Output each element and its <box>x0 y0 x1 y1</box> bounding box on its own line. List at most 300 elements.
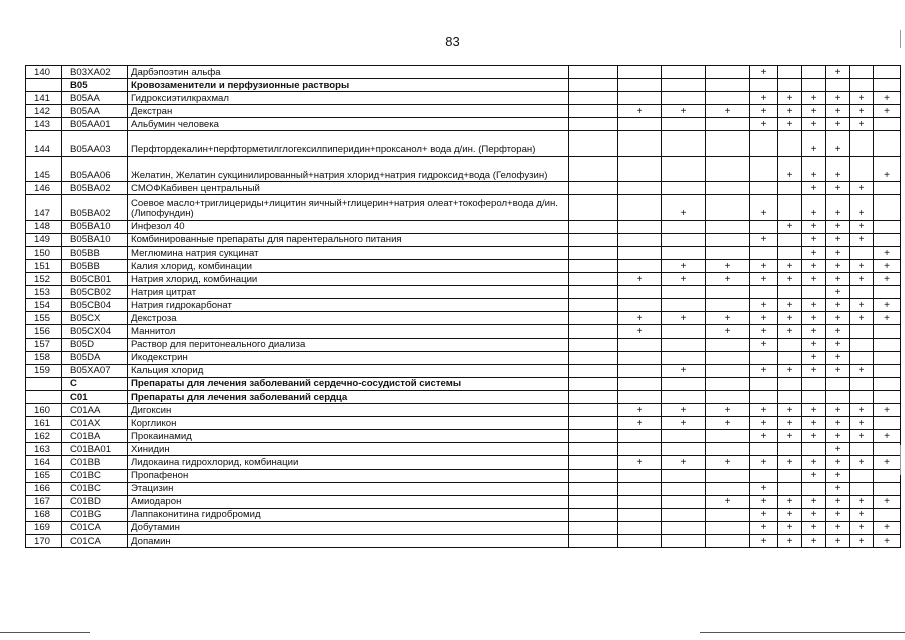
mark-cell-6: + <box>778 456 802 469</box>
mark-cell-4 <box>706 482 750 495</box>
mark-cell-5 <box>750 182 778 195</box>
row-number: 149 <box>26 233 62 246</box>
table-row <box>26 131 901 156</box>
mark-cell-3 <box>662 430 706 443</box>
table-row <box>26 246 901 259</box>
mark-cell-9: + <box>850 105 874 118</box>
drug-name: Гидроксиэтилкрахмал <box>128 92 569 105</box>
mark-cell-7: + <box>802 156 826 181</box>
mark-cell-10 <box>874 417 901 430</box>
drug-name: Препараты для лечения заболеваний сердечно-сосудистой системы <box>128 377 569 390</box>
drug-name: Пропафенон <box>128 469 569 482</box>
atc-code: C01BA <box>62 430 128 443</box>
table-row <box>26 105 901 118</box>
table-row <box>26 495 901 508</box>
mark-cell-9 <box>850 469 874 482</box>
mark-cell-2 <box>618 390 662 403</box>
mark-cell-7: + <box>802 260 826 273</box>
table-row <box>26 195 901 220</box>
row-number: 143 <box>26 118 62 131</box>
mark-cell-1 <box>569 508 618 521</box>
mark-cell-9: + <box>850 92 874 105</box>
table-row <box>26 156 901 181</box>
table-row <box>26 508 901 521</box>
mark-cell-4 <box>706 508 750 521</box>
row-number <box>26 79 62 92</box>
mark-cell-10 <box>874 286 901 299</box>
row-number: 155 <box>26 312 62 325</box>
mark-cell-4 <box>706 246 750 259</box>
mark-cell-7: + <box>802 534 826 547</box>
table-row <box>26 273 901 286</box>
mark-cell-1 <box>569 443 618 456</box>
mark-cell-2 <box>618 79 662 92</box>
mark-cell-8 <box>826 79 850 92</box>
mark-cell-3 <box>662 182 706 195</box>
mark-cell-5 <box>750 79 778 92</box>
mark-cell-2 <box>618 469 662 482</box>
mark-cell-10: + <box>874 404 901 417</box>
mark-cell-8: + <box>826 495 850 508</box>
row-number: 150 <box>26 246 62 259</box>
mark-cell-9: + <box>850 495 874 508</box>
mark-cell-9: + <box>850 260 874 273</box>
mark-cell-8: + <box>826 482 850 495</box>
drug-name: Икодекстрин <box>128 351 569 364</box>
mark-cell-4 <box>706 390 750 403</box>
row-number: 165 <box>26 469 62 482</box>
mark-cell-10 <box>874 233 901 246</box>
mark-cell-10 <box>874 182 901 195</box>
table-row <box>26 299 901 312</box>
drug-name: Допамин <box>128 534 569 547</box>
mark-cell-3 <box>662 79 706 92</box>
mark-cell-9: + <box>850 312 874 325</box>
mark-cell-2 <box>618 521 662 534</box>
drug-name: Лидокаина гидрохлорид, комбинации <box>128 456 569 469</box>
mark-cell-3: + <box>662 364 706 377</box>
row-number: 153 <box>26 286 62 299</box>
mark-cell-8: + <box>826 534 850 547</box>
mark-cell-5: + <box>750 521 778 534</box>
row-number: 146 <box>26 182 62 195</box>
mark-cell-9: + <box>850 534 874 547</box>
mark-cell-8: + <box>826 521 850 534</box>
mark-cell-5: + <box>750 299 778 312</box>
mark-cell-10: + <box>874 105 901 118</box>
row-number: 152 <box>26 273 62 286</box>
mark-cell-8: + <box>826 325 850 338</box>
mark-cell-3: + <box>662 260 706 273</box>
mark-cell-8: + <box>826 195 850 220</box>
mark-cell-2 <box>618 195 662 220</box>
mark-cell-8: + <box>826 312 850 325</box>
mark-cell-5: + <box>750 404 778 417</box>
atc-code: B05CB04 <box>62 299 128 312</box>
mark-cell-7 <box>802 79 826 92</box>
mark-cell-10: + <box>874 312 901 325</box>
mark-cell-9 <box>850 377 874 390</box>
mark-cell-10: + <box>874 534 901 547</box>
atc-code: C01BC <box>62 482 128 495</box>
mark-cell-6 <box>778 66 802 79</box>
mark-cell-2 <box>618 495 662 508</box>
mark-cell-7 <box>802 482 826 495</box>
footer-rule-right <box>700 632 905 633</box>
mark-cell-1 <box>569 79 618 92</box>
table-row <box>26 404 901 417</box>
mark-cell-2: + <box>618 273 662 286</box>
mark-cell-3 <box>662 286 706 299</box>
atc-code: C01CA <box>62 534 128 547</box>
mark-cell-2 <box>618 482 662 495</box>
mark-cell-8: + <box>826 338 850 351</box>
drug-name: Кровозаменители и перфузионные растворы <box>128 79 569 92</box>
atc-code: B05D <box>62 338 128 351</box>
mark-cell-8: + <box>826 233 850 246</box>
footer-rule-left <box>0 632 90 633</box>
mark-cell-7: + <box>802 469 826 482</box>
drug-name: Перфтордекалин+перфторметилглогексилпиперидин+проксанол+ вода д/ин. (Перфторан) <box>128 131 569 156</box>
drug-name: СМОФКабивен центральный <box>128 182 569 195</box>
mark-cell-1 <box>569 118 618 131</box>
mark-cell-9 <box>850 443 874 456</box>
table-row <box>26 233 901 246</box>
table-row <box>26 443 901 456</box>
mark-cell-7: + <box>802 404 826 417</box>
drug-registry-table <box>25 65 901 548</box>
mark-cell-7: + <box>802 182 826 195</box>
mark-cell-7 <box>802 66 826 79</box>
mark-cell-4 <box>706 233 750 246</box>
mark-cell-9: + <box>850 404 874 417</box>
mark-cell-6: + <box>778 521 802 534</box>
mark-cell-8: + <box>826 469 850 482</box>
mark-cell-8: + <box>826 364 850 377</box>
atc-code: C01CA <box>62 521 128 534</box>
mark-cell-1 <box>569 351 618 364</box>
mark-cell-6: + <box>778 417 802 430</box>
drug-name: Маннитол <box>128 325 569 338</box>
mark-cell-8: + <box>826 404 850 417</box>
drug-name: Хинидин <box>128 443 569 456</box>
mark-cell-6 <box>778 131 802 156</box>
mark-cell-1 <box>569 521 618 534</box>
mark-cell-3: + <box>662 195 706 220</box>
mark-cell-7: + <box>802 508 826 521</box>
mark-cell-5 <box>750 469 778 482</box>
drug-name: Дигоксин <box>128 404 569 417</box>
atc-code: B05CB02 <box>62 286 128 299</box>
mark-cell-4 <box>706 182 750 195</box>
mark-cell-4 <box>706 469 750 482</box>
mark-cell-5: + <box>750 534 778 547</box>
mark-cell-5: + <box>750 273 778 286</box>
mark-cell-5: + <box>750 195 778 220</box>
atc-code: C01AX <box>62 417 128 430</box>
atc-code: C01AA <box>62 404 128 417</box>
drug-name: Декстран <box>128 105 569 118</box>
mark-cell-7: + <box>802 105 826 118</box>
mark-cell-5 <box>750 390 778 403</box>
table-row <box>26 66 901 79</box>
row-number: 159 <box>26 364 62 377</box>
section-header-row <box>26 377 901 390</box>
mark-cell-2 <box>618 286 662 299</box>
atc-code: B03XA02 <box>62 66 128 79</box>
mark-cell-2: + <box>618 325 662 338</box>
mark-cell-1 <box>569 390 618 403</box>
mark-cell-2 <box>618 92 662 105</box>
mark-cell-10: + <box>874 495 901 508</box>
mark-cell-10 <box>874 79 901 92</box>
mark-cell-3 <box>662 233 706 246</box>
mark-cell-3 <box>662 521 706 534</box>
mark-cell-3 <box>662 377 706 390</box>
mark-cell-2 <box>618 246 662 259</box>
mark-cell-5: + <box>750 66 778 79</box>
mark-cell-4: + <box>706 404 750 417</box>
mark-cell-7: + <box>802 220 826 233</box>
atc-code: B05BB <box>62 246 128 259</box>
mark-cell-5: + <box>750 456 778 469</box>
mark-cell-2 <box>618 351 662 364</box>
page-number: 83 <box>445 34 460 49</box>
table-row <box>26 364 901 377</box>
mark-cell-6: + <box>778 92 802 105</box>
mark-cell-3 <box>662 118 706 131</box>
mark-cell-2: + <box>618 312 662 325</box>
mark-cell-9: + <box>850 182 874 195</box>
row-number: 163 <box>26 443 62 456</box>
mark-cell-10 <box>874 220 901 233</box>
row-number: 142 <box>26 105 62 118</box>
mark-cell-9: + <box>850 417 874 430</box>
mark-cell-2 <box>618 260 662 273</box>
drug-name: Добутамин <box>128 521 569 534</box>
mark-cell-6: + <box>778 325 802 338</box>
mark-cell-6 <box>778 338 802 351</box>
table-row <box>26 456 901 469</box>
mark-cell-4 <box>706 195 750 220</box>
mark-cell-6 <box>778 390 802 403</box>
mark-cell-1 <box>569 156 618 181</box>
mark-cell-8: + <box>826 105 850 118</box>
drug-name: Кальция хлорид <box>128 364 569 377</box>
mark-cell-4: + <box>706 417 750 430</box>
mark-cell-5: + <box>750 430 778 443</box>
mark-cell-4 <box>706 430 750 443</box>
mark-cell-7: + <box>802 195 826 220</box>
atc-code: B05BA10 <box>62 233 128 246</box>
row-number <box>26 390 62 403</box>
mark-cell-5: + <box>750 233 778 246</box>
table-row <box>26 182 901 195</box>
row-number: 167 <box>26 495 62 508</box>
mark-cell-10: + <box>874 430 901 443</box>
mark-cell-4 <box>706 534 750 547</box>
mark-cell-5 <box>750 286 778 299</box>
atc-code: C01BA01 <box>62 443 128 456</box>
mark-cell-1 <box>569 195 618 220</box>
mark-cell-7: + <box>802 273 826 286</box>
mark-cell-5: + <box>750 325 778 338</box>
mark-cell-2 <box>618 299 662 312</box>
mark-cell-8: + <box>826 156 850 181</box>
mark-cell-6 <box>778 246 802 259</box>
drug-name: Прокаинамид <box>128 430 569 443</box>
table-row <box>26 430 901 443</box>
mark-cell-1 <box>569 417 618 430</box>
mark-cell-3 <box>662 131 706 156</box>
row-number <box>26 377 62 390</box>
table-row <box>26 325 901 338</box>
atc-code: B05XA07 <box>62 364 128 377</box>
drug-name: Натрия хлорид, комбинации <box>128 273 569 286</box>
mark-cell-5: + <box>750 105 778 118</box>
mark-cell-8: + <box>826 131 850 156</box>
mark-cell-9 <box>850 79 874 92</box>
mark-cell-1 <box>569 456 618 469</box>
atc-code: C01 <box>62 390 128 403</box>
mark-cell-5 <box>750 377 778 390</box>
atc-code: B05AA <box>62 105 128 118</box>
mark-cell-2 <box>618 443 662 456</box>
mark-cell-5: + <box>750 495 778 508</box>
drug-name: Натрия цитрат <box>128 286 569 299</box>
mark-cell-8: + <box>826 430 850 443</box>
mark-cell-2 <box>618 430 662 443</box>
atc-code: B05BB <box>62 260 128 273</box>
atc-code: B05AA <box>62 92 128 105</box>
mark-cell-2 <box>618 534 662 547</box>
mark-cell-9: + <box>850 521 874 534</box>
table-row <box>26 312 901 325</box>
row-number: 141 <box>26 92 62 105</box>
mark-cell-6 <box>778 377 802 390</box>
mark-cell-9: + <box>850 299 874 312</box>
mark-cell-2 <box>618 156 662 181</box>
row-number: 162 <box>26 430 62 443</box>
mark-cell-3: + <box>662 273 706 286</box>
table-row <box>26 351 901 364</box>
mark-cell-2 <box>618 508 662 521</box>
mark-cell-6 <box>778 286 802 299</box>
mark-cell-6: + <box>778 156 802 181</box>
mark-cell-8: + <box>826 299 850 312</box>
mark-cell-1 <box>569 131 618 156</box>
row-number: 168 <box>26 508 62 521</box>
mark-cell-9: + <box>850 364 874 377</box>
mark-cell-7 <box>802 286 826 299</box>
mark-cell-10: + <box>874 456 901 469</box>
mark-cell-8 <box>826 377 850 390</box>
mark-cell-1 <box>569 534 618 547</box>
atc-code: B05 <box>62 79 128 92</box>
mark-cell-10 <box>874 469 901 482</box>
mark-cell-5 <box>750 443 778 456</box>
mark-cell-9: + <box>850 430 874 443</box>
drug-name: Комбинированные препараты для парентерального питания <box>128 233 569 246</box>
mark-cell-4: + <box>706 105 750 118</box>
mark-cell-8: + <box>826 182 850 195</box>
mark-cell-7: + <box>802 456 826 469</box>
mark-cell-9 <box>850 156 874 181</box>
mark-cell-10 <box>874 195 901 220</box>
mark-cell-8: + <box>826 417 850 430</box>
mark-cell-10: + <box>874 299 901 312</box>
row-number: 147 <box>26 195 62 220</box>
table-row <box>26 220 901 233</box>
mark-cell-9: + <box>850 456 874 469</box>
table-row <box>26 92 901 105</box>
mark-cell-1 <box>569 430 618 443</box>
section-header-row <box>26 390 901 403</box>
mark-cell-8: + <box>826 260 850 273</box>
mark-cell-1 <box>569 105 618 118</box>
mark-cell-8: + <box>826 118 850 131</box>
mark-cell-8: + <box>826 443 850 456</box>
mark-cell-6: + <box>778 105 802 118</box>
mark-cell-1 <box>569 312 618 325</box>
row-number: 145 <box>26 156 62 181</box>
mark-cell-6: + <box>778 260 802 273</box>
mark-cell-3 <box>662 299 706 312</box>
mark-cell-2: + <box>618 417 662 430</box>
atc-code: B05DA <box>62 351 128 364</box>
mark-cell-5: + <box>750 417 778 430</box>
mark-cell-3 <box>662 246 706 259</box>
mark-cell-1 <box>569 286 618 299</box>
mark-cell-2 <box>618 364 662 377</box>
mark-cell-10 <box>874 443 901 456</box>
mark-cell-1 <box>569 260 618 273</box>
mark-cell-10 <box>874 118 901 131</box>
atc-code: B05CB01 <box>62 273 128 286</box>
atc-code: B05BA02 <box>62 182 128 195</box>
mark-cell-9 <box>850 351 874 364</box>
atc-code: C01BD <box>62 495 128 508</box>
mark-cell-4 <box>706 92 750 105</box>
mark-cell-1 <box>569 92 618 105</box>
mark-cell-7: + <box>802 92 826 105</box>
mark-cell-1 <box>569 404 618 417</box>
mark-cell-4 <box>706 299 750 312</box>
drug-name: Коргликон <box>128 417 569 430</box>
mark-cell-9 <box>850 286 874 299</box>
mark-cell-8: + <box>826 220 850 233</box>
mark-cell-6: + <box>778 273 802 286</box>
mark-cell-6: + <box>778 220 802 233</box>
mark-cell-1 <box>569 246 618 259</box>
atc-code: B05CX <box>62 312 128 325</box>
drug-name: Натрия гидрокарбонат <box>128 299 569 312</box>
mark-cell-2: + <box>618 404 662 417</box>
row-number: 170 <box>26 534 62 547</box>
mark-cell-5: + <box>750 260 778 273</box>
mark-cell-4 <box>706 338 750 351</box>
mark-cell-6: + <box>778 534 802 547</box>
table-row <box>26 469 901 482</box>
mark-cell-7: + <box>802 118 826 131</box>
atc-code: B05CX04 <box>62 325 128 338</box>
row-number: 161 <box>26 417 62 430</box>
mark-cell-10: + <box>874 521 901 534</box>
mark-cell-10 <box>874 508 901 521</box>
drug-name: Лаппаконитина гидробромид <box>128 508 569 521</box>
drug-name: Дарбэпоэтин альфа <box>128 66 569 79</box>
mark-cell-4 <box>706 79 750 92</box>
